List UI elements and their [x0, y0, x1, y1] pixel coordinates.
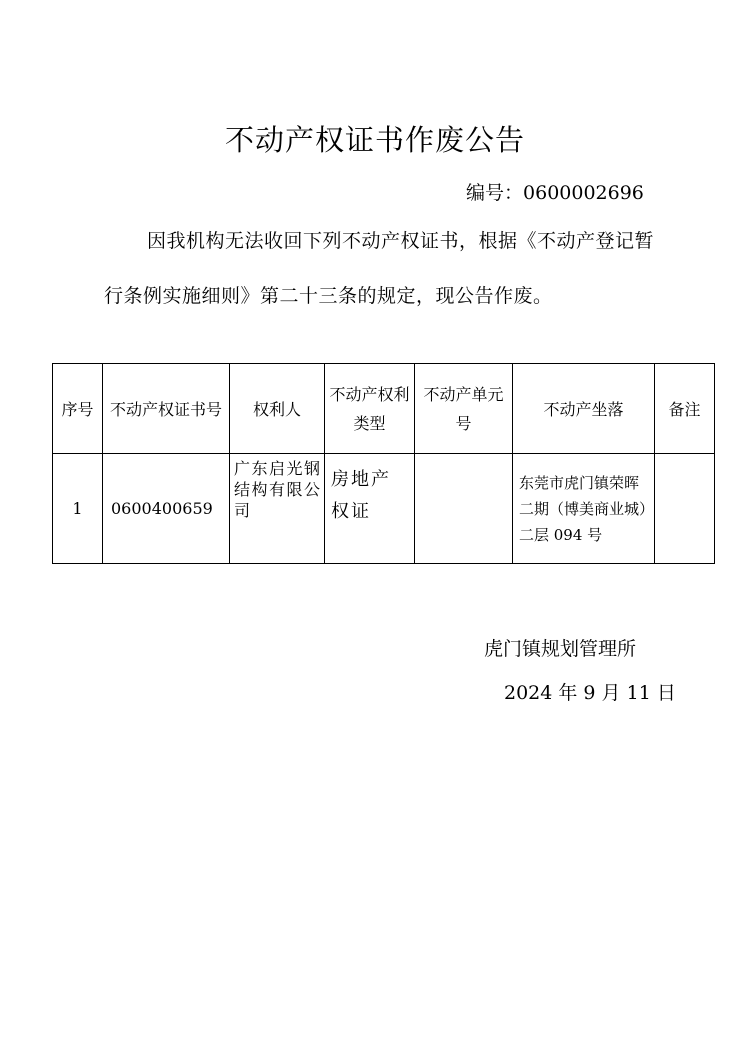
- document-number-label: 编号：: [466, 182, 524, 204]
- issuing-organization: 虎门镇规划管理所: [484, 638, 637, 660]
- header-location: 不动产坐落: [513, 364, 655, 454]
- cell-location-line-1: 东莞市虎门镇荣晖: [519, 473, 640, 492]
- document-number-value: 0600002696: [523, 182, 644, 204]
- cell-remark: [655, 454, 715, 564]
- cell-holder: [230, 454, 325, 564]
- cell-right-type-line-1: 房地产: [331, 469, 391, 490]
- document-number: [466, 178, 644, 205]
- header-cert-no: 不动产权证书号: [103, 364, 230, 454]
- table-header-row: [53, 364, 715, 454]
- cell-holder-text: 广东启光钢结构有限公司: [234, 459, 320, 520]
- notice-title: 不动产权证书作废公告: [224, 123, 525, 157]
- cell-right-type-line-2: 权证: [331, 501, 371, 522]
- cell-unit-no: [415, 454, 513, 564]
- header-unit-no-line-2: 号: [455, 413, 472, 433]
- header-right-type: [325, 364, 415, 454]
- header-right-type-line-1: 不动产权利: [329, 384, 410, 404]
- cell-seq: 1: [53, 454, 103, 564]
- header-unit-no-line-1: 不动产单元: [423, 384, 504, 404]
- cell-location-line-2: 二期（博美商业城）: [519, 499, 655, 518]
- cell-location-line-3: 二层 094 号: [519, 525, 603, 544]
- notice-body-line-2: 行条例实施细则》第二十三条的规定，现公告作废。: [104, 285, 553, 307]
- header-right-type-line-2: 类型: [353, 413, 386, 433]
- cell-right-type: [325, 454, 415, 564]
- header-holder: 权利人: [230, 364, 325, 454]
- header-remark: 备注: [655, 364, 715, 454]
- cell-location: [513, 454, 655, 564]
- issue-date: 2024 年 9 月 11 日: [504, 682, 676, 704]
- header-unit-no: [415, 364, 513, 454]
- header-seq: 序号: [53, 364, 103, 454]
- notice-body-line-1: 因我机构无法收回下列不动产权证书，根据《不动产登记暂: [147, 230, 655, 252]
- cell-cert-no: 0600400659: [103, 454, 230, 564]
- void-certificates-table: [52, 363, 715, 564]
- table-row: [53, 454, 715, 564]
